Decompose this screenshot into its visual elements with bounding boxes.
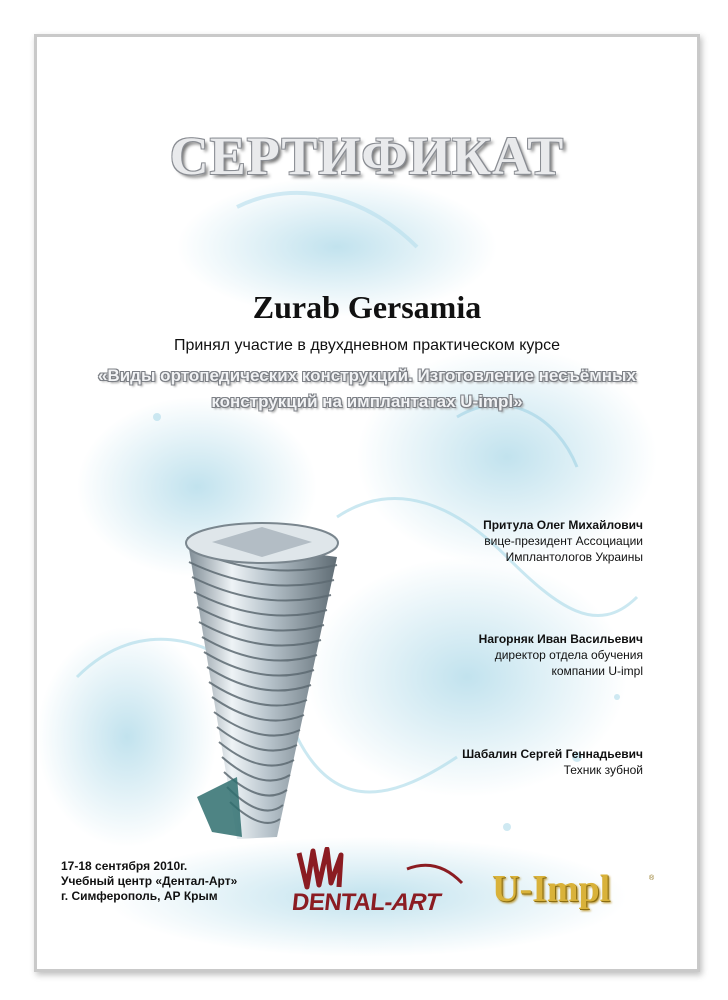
registered-mark: ® bbox=[649, 875, 655, 882]
dental-art-logo-main: DENTAL- bbox=[290, 889, 394, 916]
u-impl-logo: U-Impl bbox=[492, 868, 611, 910]
course-title bbox=[57, 363, 677, 415]
signatory-1 bbox=[483, 517, 643, 565]
signatory-role: Имплантологов Украины bbox=[505, 550, 643, 564]
signatory-name: Нагорняк Иван Васильевич bbox=[478, 632, 643, 646]
certificate-sheet bbox=[34, 34, 700, 972]
signatory-role: Техник зубной bbox=[563, 763, 643, 777]
dental-art-logo bbox=[291, 889, 441, 917]
event-details bbox=[61, 859, 237, 904]
event-dates: 17-18 сентября 2010г. bbox=[61, 859, 188, 873]
certificate-title: СЕРТИФИКАТ bbox=[169, 126, 565, 186]
signatory-name: Притула Олег Михайлович bbox=[483, 518, 643, 532]
event-venue: Учебный центр «Дентал-Арт» bbox=[61, 874, 238, 888]
signatory-role: компании U-impl bbox=[551, 664, 643, 678]
recipient-name: Zurab Gersamia bbox=[252, 289, 482, 325]
signatory-role: директор отдела обучения bbox=[494, 648, 643, 662]
event-city: г. Симферополь, АР Крым bbox=[61, 889, 218, 903]
signatory-name: Шабалин Сергей Геннадьевич bbox=[462, 747, 643, 761]
course-intro: Принял участие в двухдневном практическом курсе bbox=[173, 337, 561, 354]
course-title-line-2: конструкций на имплантатах U-impl» bbox=[211, 392, 523, 411]
signatory-role: вице-президент Ассоциации bbox=[484, 534, 643, 548]
dental-art-logo-tail: ART bbox=[390, 889, 441, 916]
signatory-3 bbox=[462, 746, 643, 778]
course-title-line-1: «Виды ортопедических конструкций. Изготовление несъёмных bbox=[97, 366, 637, 385]
signatory-2 bbox=[479, 631, 643, 679]
